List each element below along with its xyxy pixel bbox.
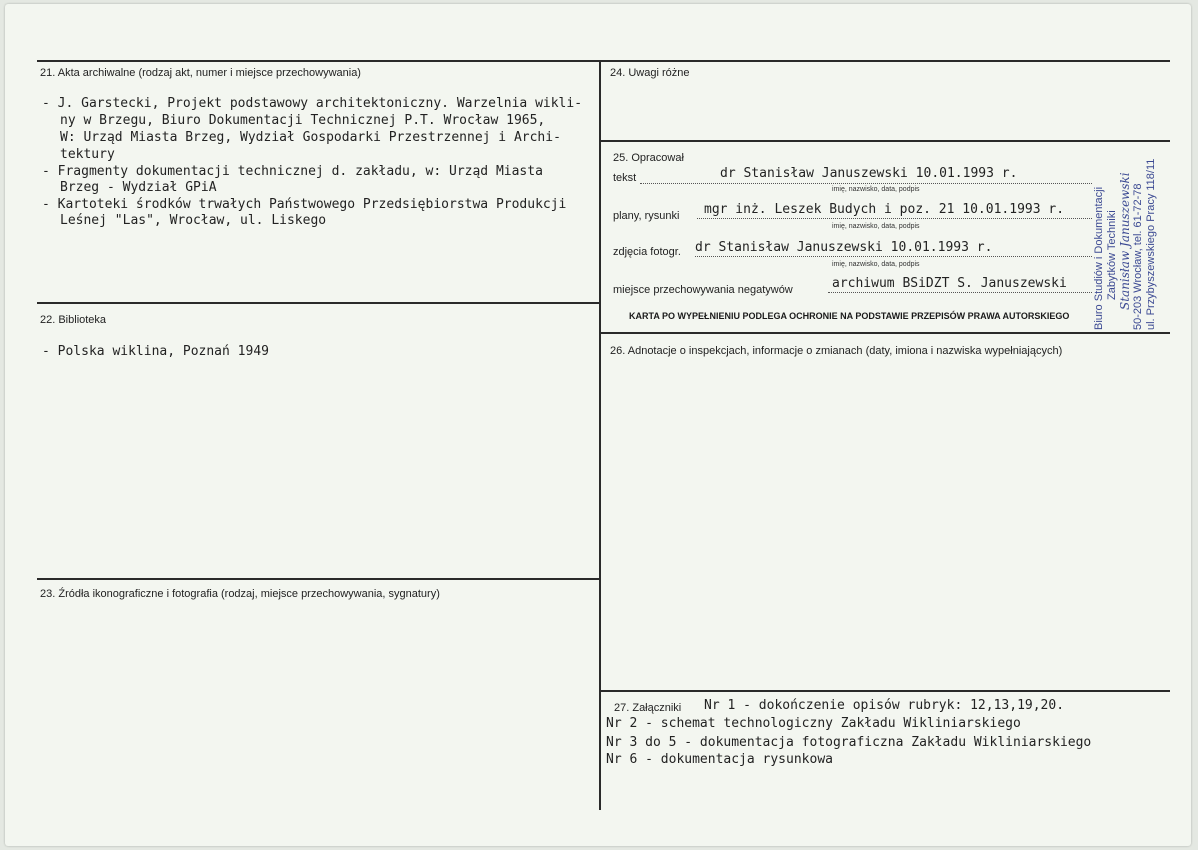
zdjecia-label: zdjęcia fotogr.: [613, 246, 681, 258]
rule-22: [37, 302, 600, 304]
stamp-line-2: Zabytków Techniki: [1106, 210, 1118, 300]
s21-line-6: Brzeg - Wydział GPiA: [60, 180, 217, 195]
zdjecia-dotted-line: [695, 256, 1092, 257]
stamp-signature: Stanisław Januszewski: [1118, 172, 1132, 310]
s22-line-1: - Polska wiklina, Poznań 1949: [42, 344, 269, 359]
section-22-label: 22. Biblioteka: [40, 314, 107, 326]
top-rule-left: [37, 60, 600, 62]
rule-25: [600, 140, 1170, 142]
s27-line-2: Nr 2 - schemat technologiczny Zakładu Wikliniarskiego: [606, 716, 1021, 731]
stamp-line-5: ul. Przybyszewskiego Pracy 118/11: [1145, 158, 1157, 330]
copyright-notice: KARTA PO WYPEŁNIENIU PODLEGA OCHRONIE NA PODSTAWIE PRZEPISÓW PRAWA AUTORSKIEGO: [629, 311, 1070, 321]
plany-caption: imię, nazwisko, data, podpis: [832, 223, 920, 230]
stamp-line-1: Biuro Studiów i Dokumentacji: [1093, 186, 1105, 330]
s21-line-3: W: Urząd Miasta Brzeg, Wydział Gospodarki Przestrzennej i Archi-: [60, 130, 561, 145]
section-24-label: 24. Uwagi różne: [610, 67, 690, 79]
stamp-rotated-block: [1093, 159, 1158, 330]
negatywy-label: miejsce przechowywania negatywów: [613, 284, 793, 296]
s21-line-7: - Kartoteki środków trwałych Państwowego Przedsiębiorstwa Produkcji: [42, 197, 567, 212]
section-25-label: 25. Opracował: [613, 152, 684, 164]
section-27-label: 27. Załączniki: [614, 702, 682, 714]
s27-line-1: Nr 1 - dokończenie opisów rubryk: 12,13,19,20.: [704, 698, 1065, 713]
plany-value: mgr inż. Leszek Budych i poz. 21 10.01.1993 r.: [704, 202, 1065, 217]
center-vertical-rule: [599, 60, 601, 810]
s21-line-2: ny w Brzegu, Biuro Dokumentacji Technicznej P.T. Wrocław 1965,: [60, 113, 546, 128]
section-23-label: 23. Źródła ikonograficzne i fotografia (rodzaj, miejsce przechowywania, sygnatury): [40, 588, 440, 600]
s21-line-8: Leśnej "Las", Wrocław, ul. Liskego: [60, 213, 327, 228]
tekst-dotted-line: [640, 183, 1092, 184]
tekst-label: tekst: [613, 172, 637, 184]
tekst-value: dr Stanisław Januszewski 10.01.1993 r.: [720, 166, 1018, 181]
s21-line-4: tektury: [60, 147, 115, 162]
stamp-line-4: 50-203 Wrocław, tel. 61-72-78: [1132, 183, 1144, 330]
rule-26: [600, 332, 1170, 334]
top-rule-right: [600, 60, 1170, 62]
s21-line-1: - J. Garstecki, Projekt podstawowy architektoniczny. Warzelnia wikli-: [42, 96, 583, 111]
negatywy-dotted-line: [828, 292, 1092, 293]
section-21-label: 21. Akta archiwalne (rodzaj akt, numer i miejsce przechowywania): [40, 67, 361, 79]
tekst-caption: imię, nazwisko, data, podpis: [832, 186, 920, 193]
zdjecia-caption: imię, nazwisko, data, podpis: [832, 261, 920, 268]
office-stamp: [1093, 152, 1167, 330]
s27-line-3: Nr 3 do 5 - dokumentacja fotograficzna Zakładu Wikliniarskiego: [606, 735, 1092, 750]
negatywy-value: archiwum BSiDZT S. Januszewski: [832, 276, 1067, 291]
s21-line-5: - Fragmenty dokumentacji technicznej d. zakładu, w: Urząd Miasta: [42, 164, 543, 179]
section-26-label: 26. Adnotacje o inspekcjach, informacje o zmianach (daty, imiona i nazwiska wypełniających): [610, 345, 1063, 357]
s27-line-4: Nr 6 - dokumentacja rysunkowa: [606, 752, 833, 767]
rule-27: [600, 690, 1170, 692]
rule-23: [37, 578, 600, 580]
zdjecia-value: dr Stanisław Januszewski 10.01.1993 r.: [695, 240, 993, 255]
plany-label: plany, rysunki: [613, 210, 680, 222]
plany-dotted-line: [697, 218, 1092, 219]
